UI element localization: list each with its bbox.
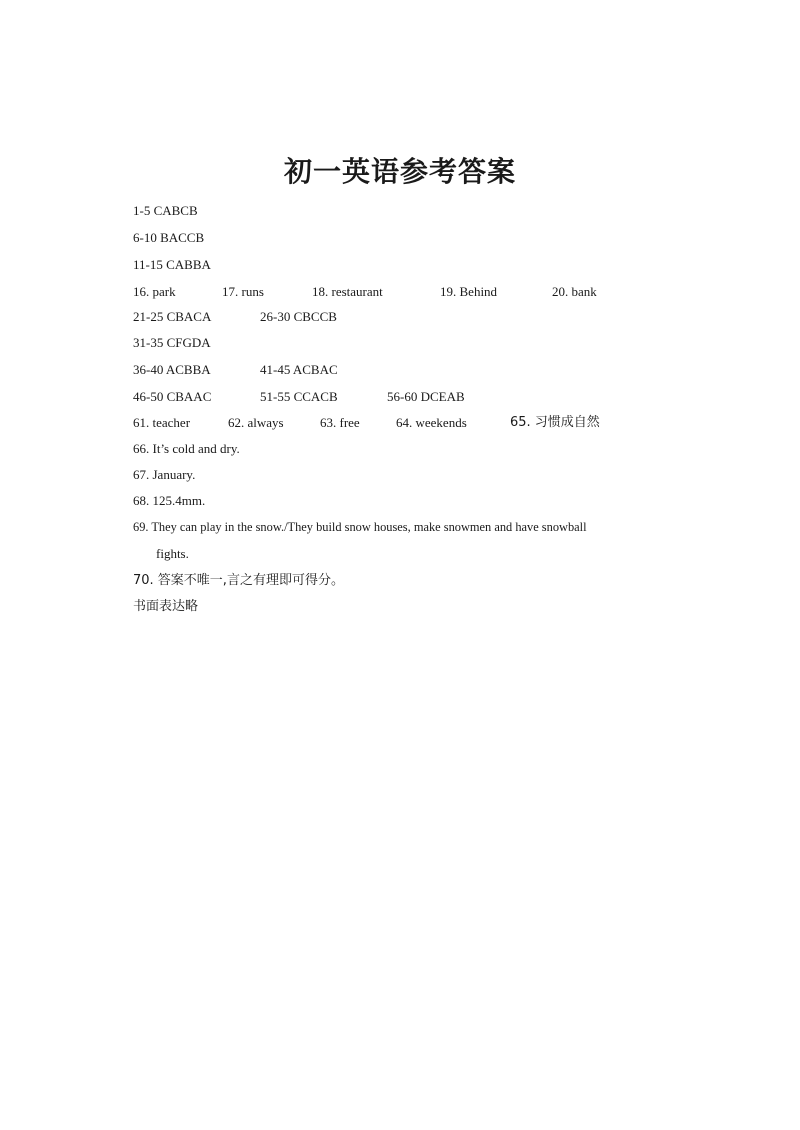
answer-69: 69. They can play in the snow./They build snow houses, make snowmen and have snowball xyxy=(133,520,587,534)
answer-row-1-5: 1-5 CABCB xyxy=(133,203,198,218)
answer-16: 16. park xyxy=(133,284,176,299)
answer-67: 67. January. xyxy=(133,467,196,482)
answer-21-25: 21-25 CBACA xyxy=(133,309,212,324)
answer-19: 19. Behind xyxy=(440,284,498,299)
answer-66: 66. It’s cold and dry. xyxy=(133,441,240,456)
answer-56-60: 56-60 DCEAB xyxy=(387,389,465,404)
answer-65: 65. 习惯成自然 xyxy=(510,415,600,430)
answer-62: 62. always xyxy=(228,415,284,430)
page-title: 初一英语参考答案 xyxy=(283,155,516,188)
answer-63: 63. free xyxy=(320,415,360,430)
answer-20: 20. bank xyxy=(552,284,597,299)
answer-row-11-15: 11-15 CABBA xyxy=(133,257,211,272)
answer-68: 68. 125.4mm. xyxy=(133,493,206,508)
answer-64: 64. weekends xyxy=(396,415,467,430)
answer-row-31-35: 31-35 CFGDA xyxy=(133,335,211,350)
answer-36-40: 36-40 ACBBA xyxy=(133,362,211,377)
answer-69-continued: fights. xyxy=(156,546,189,561)
answer-41-45: 41-45 ACBAC xyxy=(260,362,338,377)
answer-26-30: 26-30 CBCCB xyxy=(260,309,337,324)
answer-18: 18. restaurant xyxy=(312,284,383,299)
answer-46-50: 46-50 CBAAC xyxy=(133,389,212,404)
writing-section-note: 书面表达略 xyxy=(133,599,199,614)
answer-51-55: 51-55 CCACB xyxy=(260,389,338,404)
answer-61: 61. teacher xyxy=(133,415,191,430)
answer-row-6-10: 6-10 BACCB xyxy=(133,230,205,245)
answer-17: 17. runs xyxy=(222,284,264,299)
answer-70: 70. 答案不唯一,言之有理即可得分。 xyxy=(133,573,344,588)
